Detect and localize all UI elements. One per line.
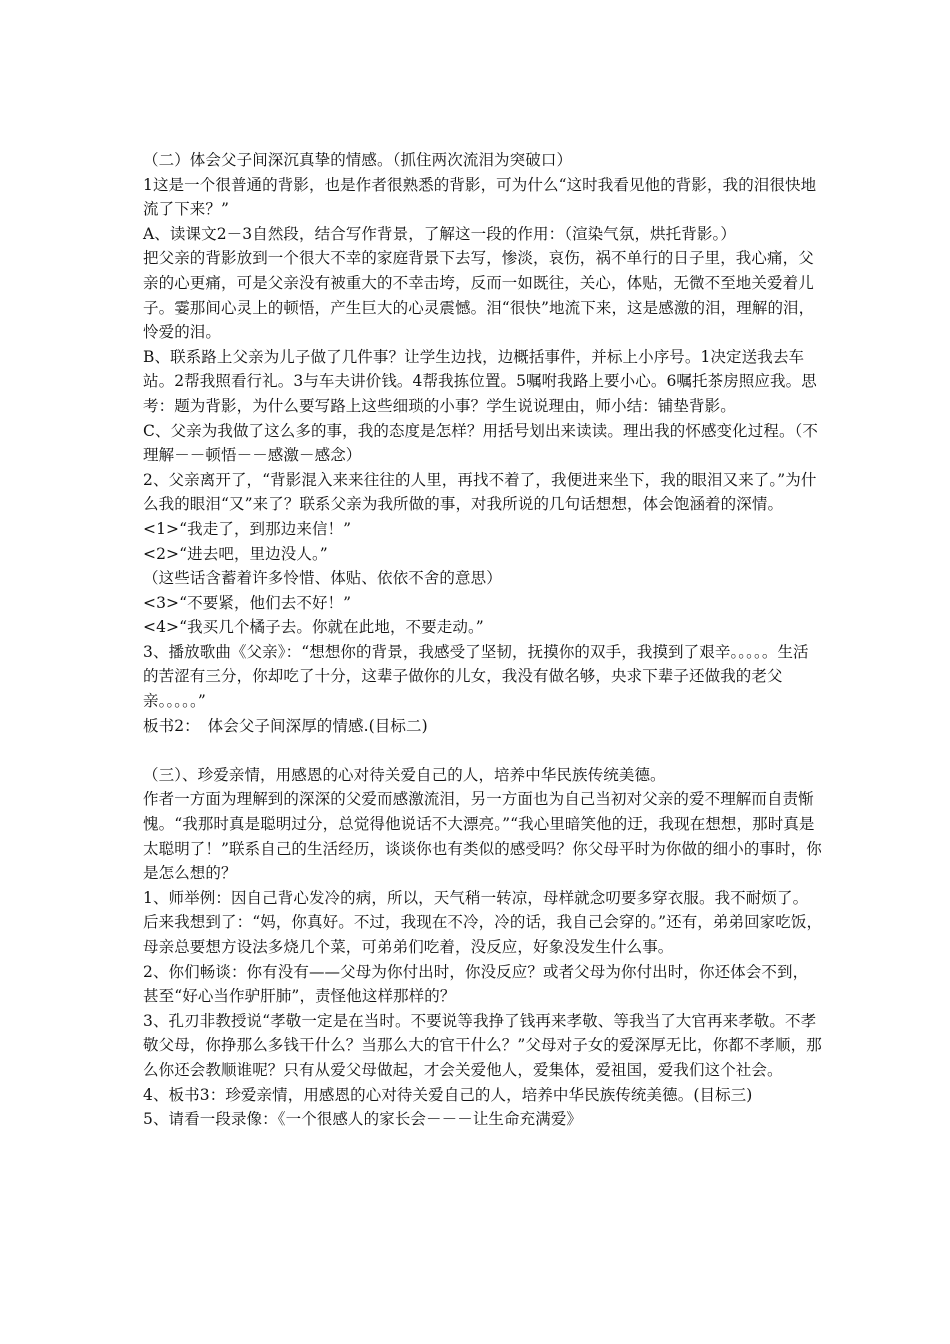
quote-one: <1>“我走了，到那边来信！” bbox=[143, 519, 352, 538]
quote-three: <3>“不要紧，他们去不好！” bbox=[143, 593, 352, 612]
question-one: 1这是一个很普通的背影，也是作者很熟悉的背影，可为什么“这时我看见他的背影，我的泪很快地流了下来？” bbox=[143, 175, 817, 219]
document-body bbox=[143, 148, 823, 1132]
point-a: A、读课文2－3自然段，结合写作背景，了解这一段的作用：（渲染气氛，烘托背影。） bbox=[143, 224, 736, 243]
point-c: C、父亲为我做了这么多的事，我的态度是怎样？用括号划出来读读。理出我的怀感变化过程。（不理解－－顿悟－－感激－感念） bbox=[143, 421, 819, 465]
teacher-example: 1、师举例：因自己背心发冷的病，所以，天气稍一转凉，母样就念叨要多穿衣服。我不耐烦了。后来我想到了：“妈，你真好。不过，我现在不冷，冷的话，我自己会穿的。”还有，弟弟回家吃饭，母亲总要想方设法多烧几个菜，可弟弟们吃着，没反应，好象没发生什么事。 bbox=[143, 888, 823, 956]
blank-line bbox=[143, 738, 823, 763]
quote-two: <2>“进去吧，里边没人。” bbox=[143, 544, 328, 563]
author-reflection-paragraph: 作者一方面为理解到的深深的父爱而感激流泪，另一方面也为自己当初对父亲的爱不理解而自责惭愧。“我那时真是聪明过分，总觉得他说话不大漂亮。”“我心里暗笑他的迂，我现在想想，那时真是太聪明了！”联系自己的生活经历，谈谈你也有类似的感受吗？你父母平时为你做的细小的事时，你是怎么想的？ bbox=[143, 790, 822, 883]
paragraph-background-analysis: 把父亲的背影放到一个很大不幸的家庭背景下去写，惨淡，哀伤，祸不单行的日子里，我心痛，父亲的心更痛，可是父亲没有被重大的不幸击垮，反而一如既往，关心，体贴，无微不至地关爱着儿子。霎那间心灵上的顿悟，产生巨大的心灵震憾。泪“很快”地流下来，这是感激的泪，理解的泪，怜爱的泪。 bbox=[143, 249, 815, 342]
point-b: B、联系路上父亲为儿子做了几件事？让学生边找，边概括事件，并标上小序号。1决定送我去车站。2帮我照看行礼。3与车夫讲价钱。4帮我拣位置。5嘱咐我路上要小心。6嘱托茶房照应我。思考：题为背影，为什么要写路上这些细琐的小事？学生说说理由，师小结：铺垫背影。 bbox=[143, 347, 817, 415]
section-heading-three: （三）、珍爱亲情，用感恩的心对待关爱自己的人，培养中华民族传统美德。 bbox=[143, 765, 666, 784]
question-two: 2、父亲离开了，“背影混入来来往往的人里，再找不着了，我便进来坐下，我的眼泪又来了。”为什么我的眼泪“又”来了？联系父亲为我所做的事，对我所说的几句话想想，体会饱涵着的深情。 bbox=[143, 470, 817, 514]
professor-quote: 3、孔刃非教授说“孝敬一定是在当时。不要说等我挣了钱再来孝敬、等我当了大官再来孝敬。不孝敬父母，你挣那么多钱干什么？当那么大的官干什么？”父母对子女的爱深厚无比，你都不孝顺，那么你还会教顺谁呢？只有从爱父母做起，才会关爱他人，爱集体，爱祖国，爱我们这个社会。 bbox=[143, 1011, 822, 1079]
song-paragraph: 3、播放歌曲《父亲》：“想想你的背景，我感受了坚韧，抚摸你的双手，我摸到了艰辛。。。。。生活的苦涩有三分，你却吃了十分，这辈子做你的儿女，我没有做名够，央求下辈子还做我的老父亲。。。。。” bbox=[143, 642, 809, 711]
quote-note: （这些话含蓄着许多怜惜、体贴、依依不舍的意思） bbox=[143, 569, 502, 588]
section-heading-two: （二）体会父子间深沉真挚的情感。（抓住两次流泪为突破口） bbox=[143, 151, 573, 169]
student-discussion: 2、你们畅谈：你有没有——父母为你付出时，你没反应？或者父母为你付出时，你还体会不到，甚至“好心当作驴肝肺”，责怪他这样那样的？ bbox=[143, 962, 809, 1006]
blackboard-two: 板书2： 体会父子间深厚的情感.(目标二) bbox=[143, 716, 428, 735]
blackboard-three: 4、板书3：珍爱亲情，用感恩的心对待关爱自己的人，培养中华民族传统美德。(目标三) bbox=[143, 1085, 753, 1104]
video-item: 5、请看一段录像：《一个很感人的家长会－－－让生命充满爱》 bbox=[143, 1110, 583, 1129]
quote-four: <4>“我买几个橘子去。你就在此地，不要走动。” bbox=[143, 618, 484, 637]
